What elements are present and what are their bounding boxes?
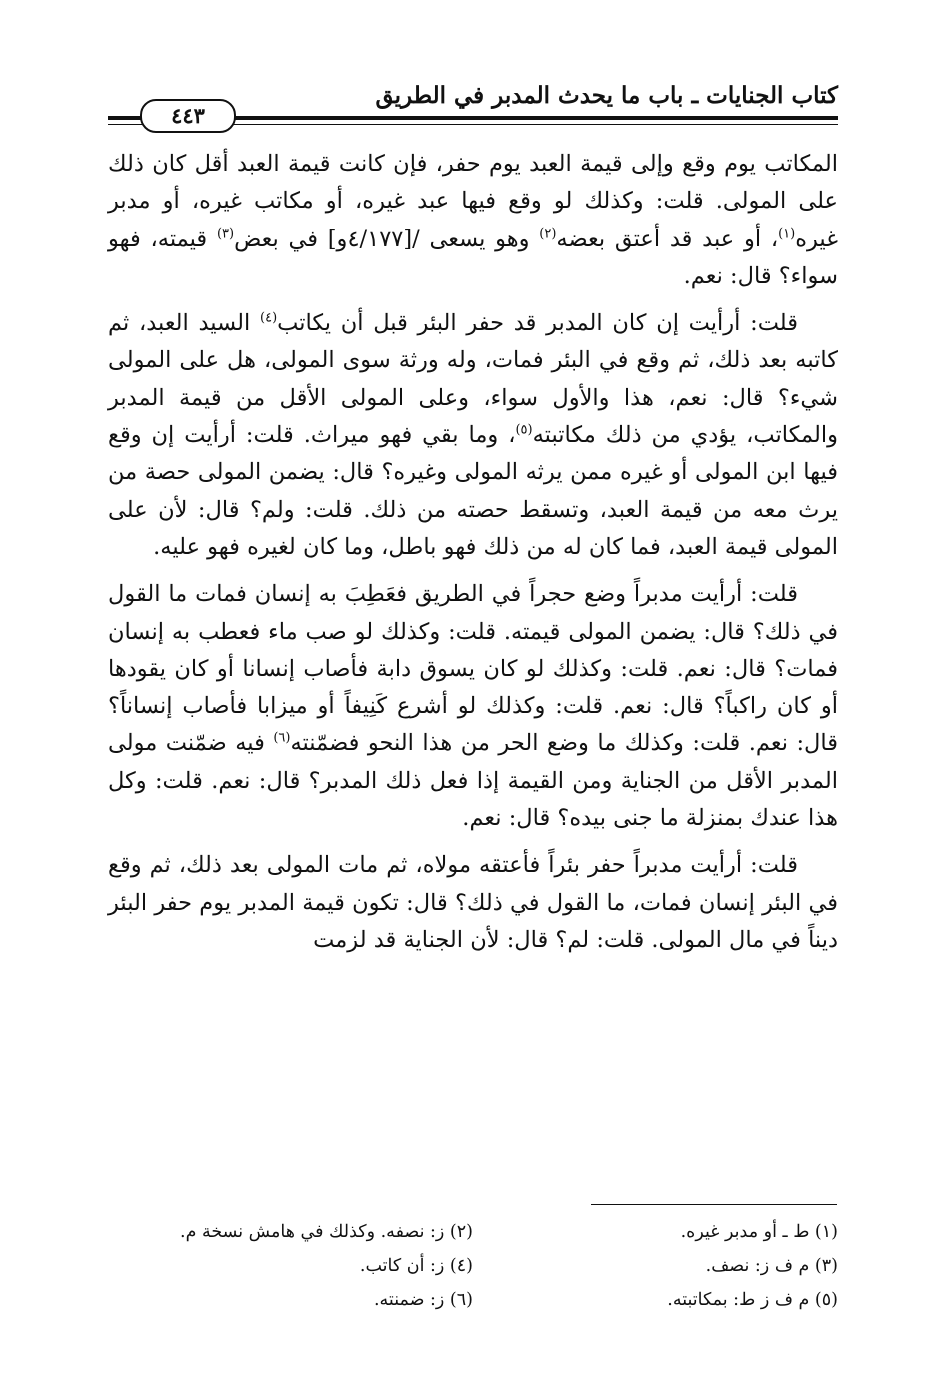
footnotes [108, 1215, 838, 1317]
text-run: قلت: أرأيت مدبراً حفر بئراً فأعتقه مولاه، ثم مات المولى بعد ذلك، ثم وقع في البئر إنسان فمات، ما القول في ذلك؟ قال: تكون قيمة المدبر يوم حفر البئر ديناً في مال المولى. قلت: لم؟ قال: لأن الجناية قد لزمت [108, 852, 838, 953]
footnote-ref-5: (٥) [515, 422, 533, 438]
footnote-ref-2: (٢) [539, 226, 557, 242]
text-run: قلت: أرأيت إن كان المدبر قد حفر البئر قبل أن يكاتب [277, 310, 798, 337]
footnote-ref-1: (١) [778, 226, 796, 242]
footnote-separator [591, 1204, 837, 1205]
footnote-row [108, 1283, 838, 1317]
footnote-1: (١) ط ـ أو مدبر غيره. [680, 1222, 838, 1242]
footnote-ref-3: (٣) [216, 226, 235, 242]
footnote-row [108, 1249, 838, 1283]
chapter-title: كتاب الجنايات ـ باب ما يحدث المدبر في الطريق [375, 82, 838, 109]
footnote-row [108, 1215, 838, 1249]
page-number-badge: ٤٤٣ [140, 99, 236, 133]
text-run: قيمته، فهو سواء؟ قال: نعم. [108, 225, 838, 289]
footnote-3: (٣) م ف ز: نصف. [705, 1256, 838, 1276]
paragraph-1 [108, 146, 838, 295]
text-run: السيد العبد، ثم كاتبه بعد ذلك، ثم وقع في البئر فمات، وله ورثة سوى المولى، هل على المولى شيء؟ قال: نعم، هذا والأول سواء، وعلى المولى الأقل من قيمة المدبر والمكاتب، يؤدي من ذلك مكاتبته [108, 310, 838, 449]
text-run: ، وما بقي فهو ميراث. قلت: أرأيت إن وقع فيها ابن المولى أو غيره ممن يرثه المولى وغيره؟ قال: يضمن المولى حصة من يرث معه من قيمة العبد، وتسقط حصته من ذلك. قلت: ولم؟ قال: لأن على المولى قيمة العبد، فما كان له من ذلك فهو باطل، وما كان لغيره فهو عليه. [108, 422, 838, 560]
text-run: ، أو عبد قد أعتق بعضه [556, 225, 779, 252]
text-run: وهو يسعى /[٤/١٧٧و] في بعض [234, 225, 540, 252]
paragraph-4 [108, 847, 838, 959]
text-run: المكاتب يوم وقع وإلى قيمة العبد يوم حفر، فإن كانت قيمة العبد أقل كان ذلك على المولى. قلت: وكذلك لو وقع فيها عبد غيره، أو مكاتب غيره، أو مدبر غيره [108, 151, 838, 252]
footnote-ref-4: (٤) [260, 310, 278, 326]
paragraph-2 [108, 305, 838, 566]
text-run: قلت: أرأيت مدبراً وضع حجراً في الطريق فعَطِبَ به إنسان فمات ما القول في ذلك؟ قال: يضمن المولى قيمته. قلت: وكذلك لو صب ماء فعطب به إنسان فمات؟ قال: نعم. قلت: وكذلك لو كان يسوق دابة فأصاب إنسانا أو كان يقودها أو كان راكباً؟ قال: نعم. قلت: وكذلك لو أشرع كَنِيفاً أو ميزابا فأصاب إنساناً؟ قال: نعم. قلت: وكذلك ما وضع الحر من هذا النحو فضمّنته [108, 581, 838, 757]
footnote-5: (٥) م ف ز ط: بمكاتبته. [667, 1290, 838, 1310]
footnote-2: (٢) ز: نصفه. وكذلك في هامش نسخة م. [180, 1222, 473, 1242]
paragraph-3 [108, 576, 838, 837]
footnote-6: (٦) ز: ضمنته. [373, 1290, 473, 1310]
footnote-4: (٤) ز: أن كاتب. [359, 1256, 473, 1276]
text-run: فيه ضمّنت مولى المدبر الأقل من الجناية ومن القيمة إذا فعل ذلك المدبر؟ قال: نعم. قلت: وكل هذا عندك بمنزلة ما جنى بيده؟ قال: نعم. [108, 730, 838, 832]
footnote-ref-6: (٦) [273, 730, 291, 746]
main-text [108, 146, 838, 969]
